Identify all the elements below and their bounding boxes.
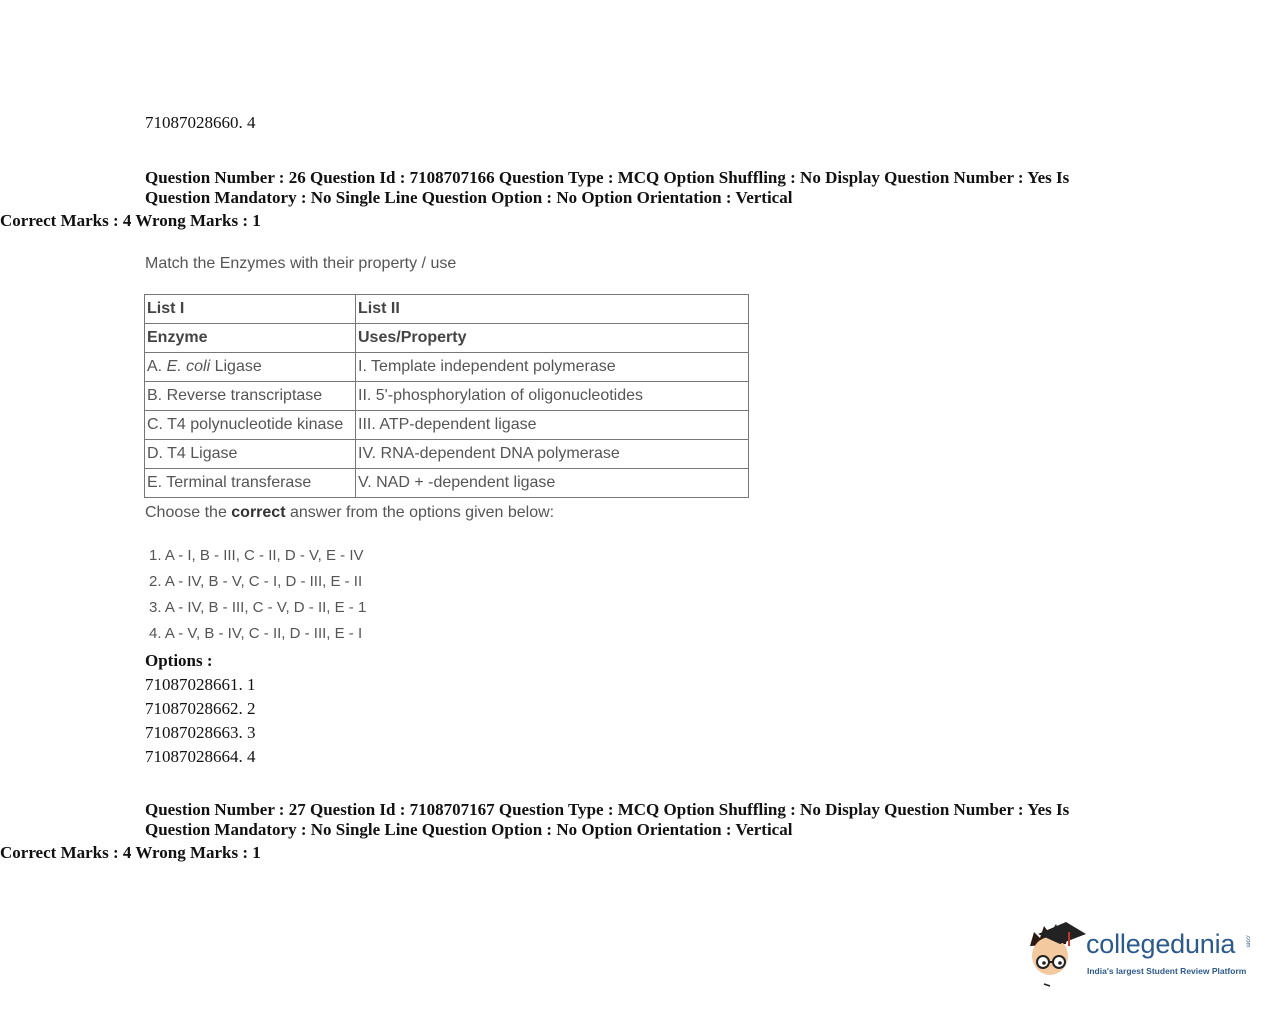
question-26-marks: Correct Marks : 4 Wrong Marks : 1 <box>0 211 261 230</box>
question-26-header-line1: Question Number : 26 Question Id : 7108707166 Question Type : MCQ Option Shuffling : No Display Question Number : Yes Is <box>145 168 1070 187</box>
question-26-header-line2: Question Mandatory : No Single Line Question Option : No Option Orientation : Vertical <box>145 188 793 207</box>
table-row <box>145 353 749 382</box>
option-id-2: 71087028662. 2 <box>145 699 256 718</box>
logo-tagline: India's largest Student Review Platform <box>1087 966 1247 976</box>
table-row <box>145 295 749 324</box>
list2-header: List II <box>356 295 749 324</box>
table-row <box>145 440 749 469</box>
question-27-header-line2: Question Mandatory : No Single Line Question Option : No Option Orientation : Vertical <box>145 820 793 839</box>
enzyme-cell: C. T4 polynucleotide kinase <box>145 411 356 440</box>
table-row <box>145 382 749 411</box>
choose-bold: correct <box>231 504 286 521</box>
option-id-3: 71087028663. 3 <box>145 723 256 742</box>
answer-choice-4: 4. A - V, B - IV, C - II, D - III, E - I <box>149 625 363 642</box>
enzyme-cell: D. T4 Ligase <box>145 440 356 469</box>
answer-choice-1: 1. A - I, B - III, C - II, D - V, E - IV <box>149 547 364 564</box>
property-cell: II. 5'-phosphorylation of oligonucleotides <box>356 382 749 411</box>
logo-suffix: .com <box>1244 934 1251 948</box>
option-id-1: 71087028661. 1 <box>145 675 256 694</box>
option-id-4: 71087028664. 4 <box>145 747 256 766</box>
answer-choice-3: 3. A - IV, B - III, C - V, D - II, E - 1 <box>149 599 367 616</box>
question-27-header-line1: Question Number : 27 Question Id : 7108707167 Question Type : MCQ Option Shuffling : No Display Question Number : Yes Is <box>145 800 1070 819</box>
table-row <box>145 324 749 353</box>
question-26-prompt: Match the Enzymes with their property / use <box>145 255 457 272</box>
enzyme-cell <box>145 353 356 382</box>
property-cell: V. NAD + -dependent ligase <box>356 469 749 498</box>
answer-choice-2: 2. A - IV, B - V, C - I, D - III, E - II <box>149 573 363 590</box>
property-cell: IV. RNA-dependent DNA polymerase <box>356 440 749 469</box>
table-row <box>145 411 749 440</box>
enzyme-suffix: Ligase <box>210 358 262 375</box>
property-cell: III. ATP-dependent ligase <box>356 411 749 440</box>
enzyme-italic: E. coli <box>166 358 211 375</box>
choose-post: answer from the options given below: <box>285 504 555 521</box>
choose-pre: Choose the <box>145 504 232 521</box>
options-label: Options : <box>145 651 213 670</box>
match-table <box>144 294 749 498</box>
enzyme-header: Enzyme <box>145 324 356 353</box>
question-27-header <box>145 800 1145 840</box>
enzyme-cell: B. Reverse transcriptase <box>145 382 356 411</box>
question-27-marks: Correct Marks : 4 Wrong Marks : 1 <box>0 843 261 862</box>
choose-instruction <box>145 504 554 522</box>
enzyme-cell: E. Terminal transferase <box>145 469 356 498</box>
list1-header: List I <box>145 295 356 324</box>
property-header: Uses/Property <box>356 324 749 353</box>
property-cell: I. Template independent polymerase <box>356 353 749 382</box>
question-26-header <box>145 168 1145 208</box>
logo-name: collegedunia <box>1086 929 1236 959</box>
table-row <box>145 469 749 498</box>
previous-option-text: 71087028660. 4 <box>145 113 256 132</box>
enzyme-prefix: A. <box>147 358 167 375</box>
